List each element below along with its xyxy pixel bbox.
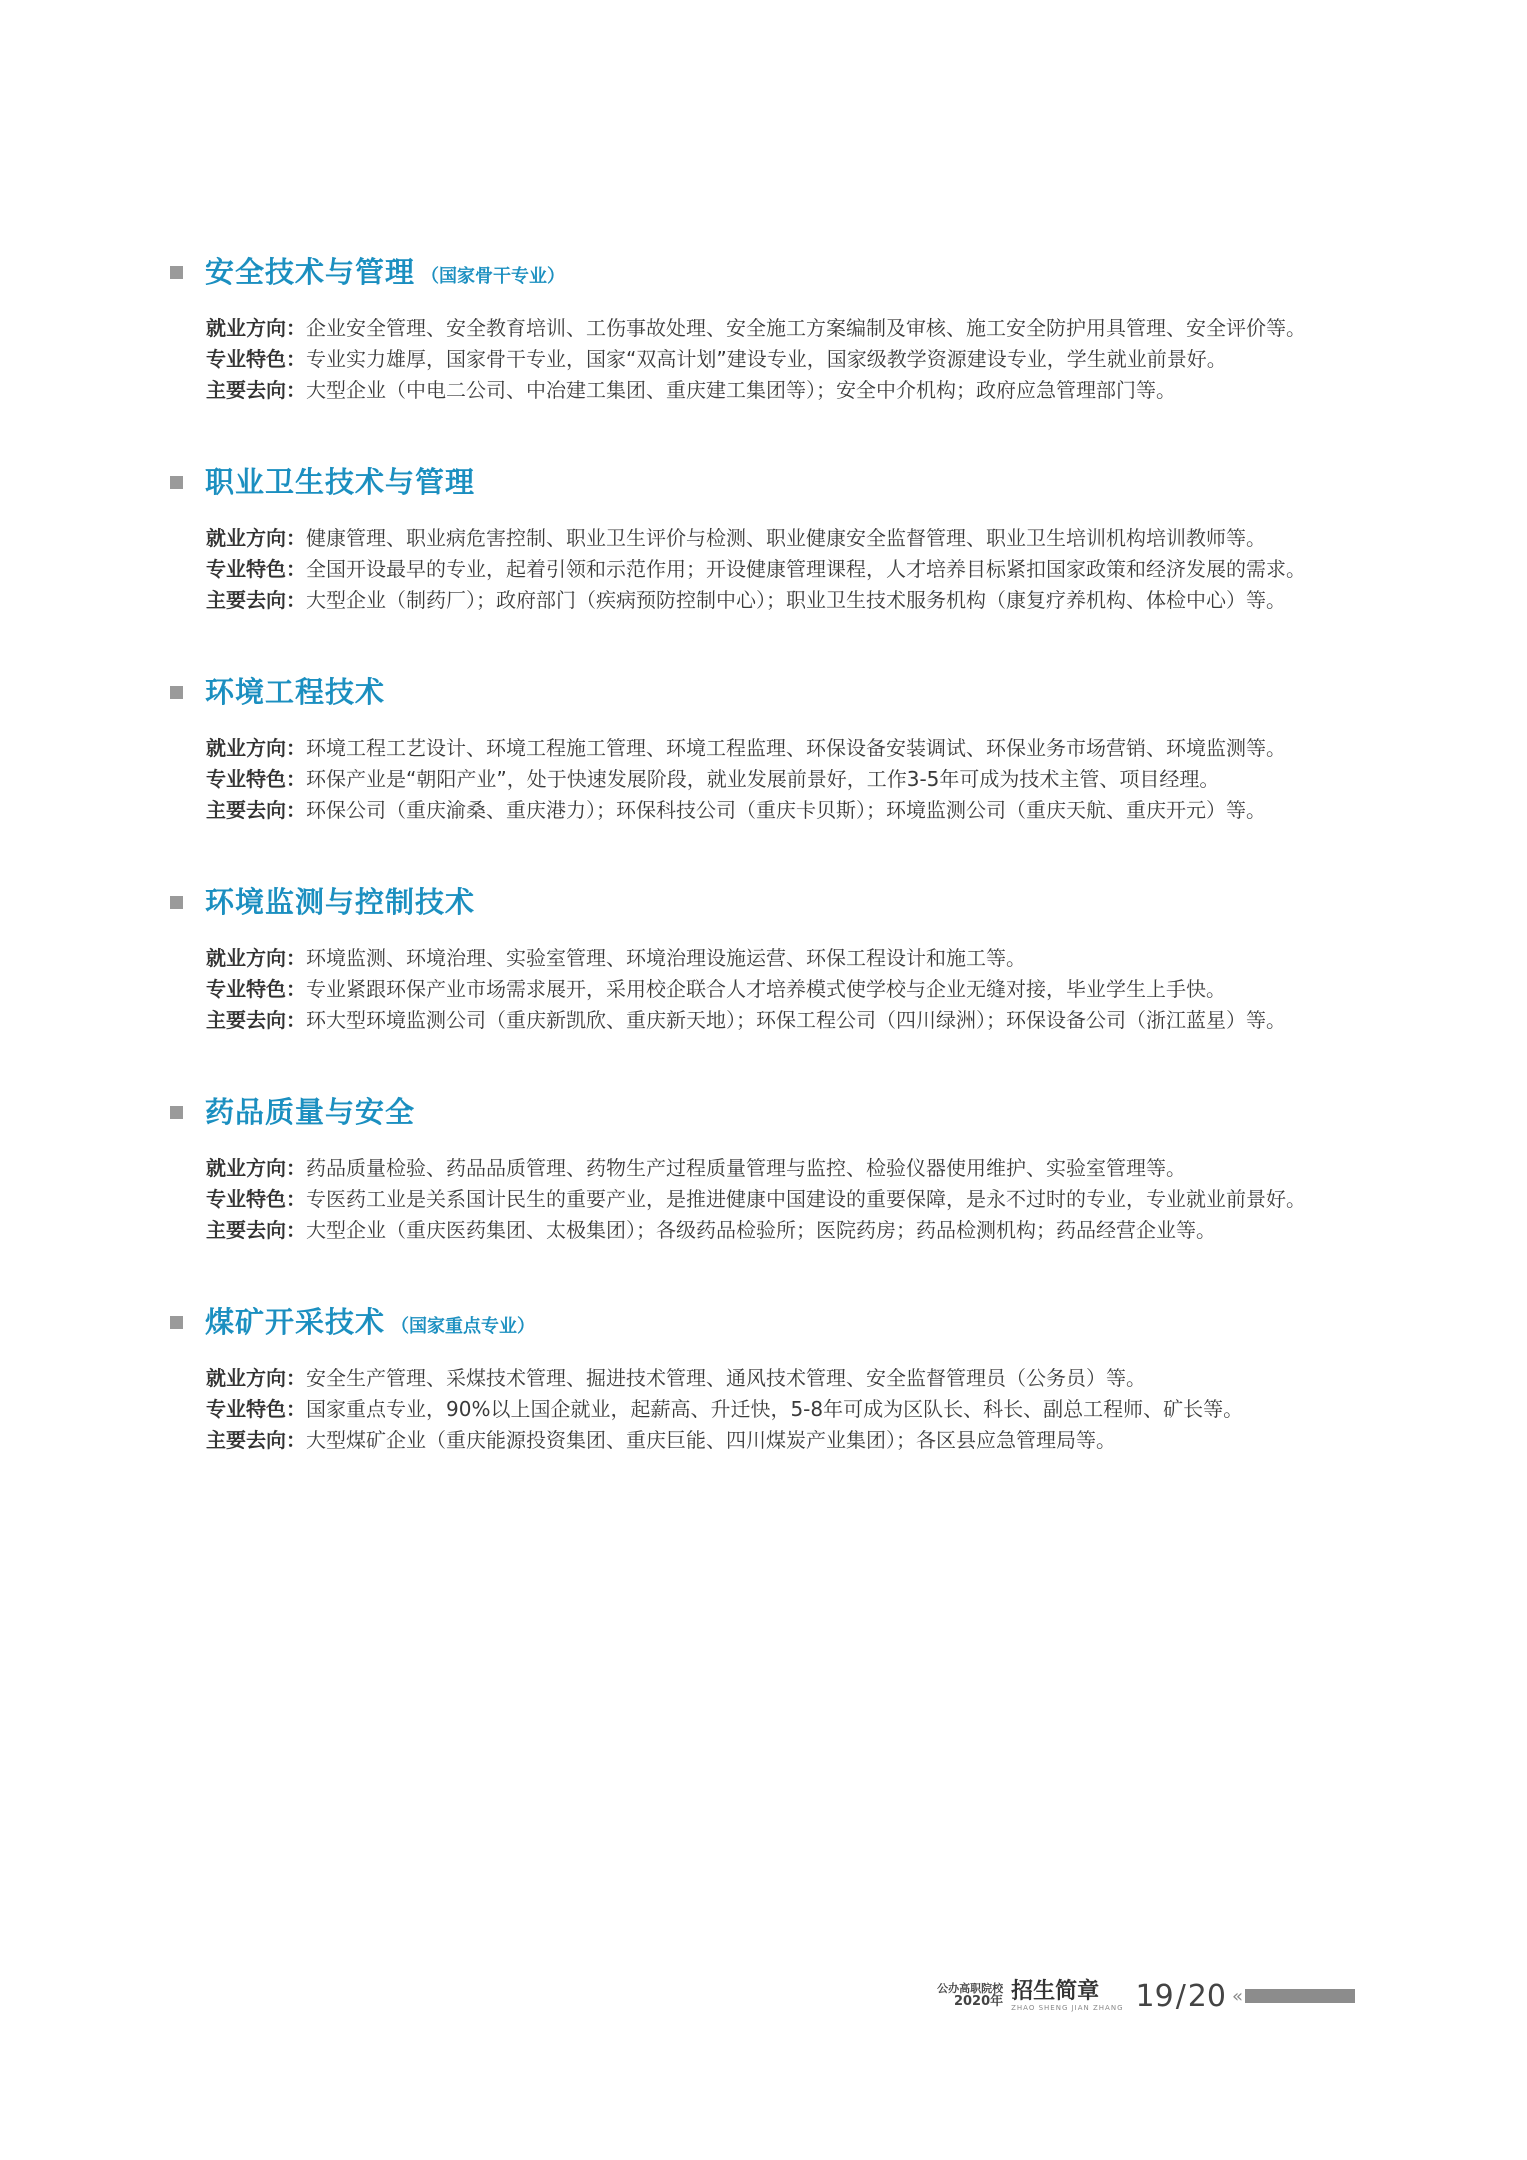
section-heading bbox=[170, 1090, 1356, 1131]
detail-row bbox=[160, 375, 1356, 406]
row-label: 专业特色： bbox=[206, 767, 306, 791]
row-label: 专业特色： bbox=[206, 1187, 306, 1211]
row-label: 就业方向： bbox=[206, 1156, 306, 1180]
page-number-separator: / bbox=[1175, 1978, 1186, 2014]
detail-row bbox=[160, 795, 1356, 826]
program-section bbox=[160, 880, 1356, 1036]
row-label: 主要去向： bbox=[206, 588, 306, 612]
row-text: 大型企业（中电二公司、中冶建工集团、重庆建工集团等）；安全中介机构；政府应急管理部门等。 bbox=[306, 378, 1176, 402]
row-text: 企业安全管理、安全教育培训、工伤事故处理、安全施工方案编制及审核、施工安全防护用具管理、安全评价等。 bbox=[306, 316, 1306, 340]
row-label: 就业方向： bbox=[206, 736, 306, 760]
brand-year: 2020年 bbox=[953, 1994, 1004, 2009]
program-section bbox=[160, 670, 1356, 826]
detail-row bbox=[160, 1363, 1356, 1394]
row-text: 大型企业（制药厂）；政府部门（疾病预防控制中心）；职业卫生技术服务机构（康复疗养机构、体检中心）等。 bbox=[306, 588, 1286, 612]
section-title: 安全技术与管理 bbox=[205, 255, 416, 289]
section-heading bbox=[170, 880, 1356, 921]
detail-row bbox=[160, 585, 1356, 616]
program-section bbox=[160, 1300, 1356, 1456]
detail-row bbox=[160, 974, 1356, 1005]
brand-title: 招生简章 bbox=[1011, 1978, 1100, 2004]
row-label: 专业特色： bbox=[206, 347, 306, 371]
detail-row bbox=[160, 1005, 1356, 1036]
program-section bbox=[160, 460, 1356, 616]
row-text: 专医药工业是关系国计民生的重要产业，是推进健康中国建设的重要保障，是永不过时的专业，专业就业前景好。 bbox=[306, 1187, 1306, 1211]
detail-row bbox=[160, 733, 1356, 764]
detail-row bbox=[160, 313, 1356, 344]
program-list bbox=[160, 250, 1356, 1510]
row-text: 专业紧跟环保产业市场需求展开，采用校企联合人才培养模式使学校与企业无缝对接，毕业学生上手快。 bbox=[306, 977, 1226, 1001]
section-heading bbox=[170, 670, 1356, 711]
section-title: 药品质量与安全 bbox=[205, 1095, 416, 1129]
section-title: 环境监测与控制技术 bbox=[205, 885, 476, 919]
row-text: 环大型环境监测公司（重庆新凯欣、重庆新天地）；环保工程公司（四川绿洲）；环保设备公司（浙江蓝星）等。 bbox=[306, 1008, 1286, 1032]
section-tag: （国家重点专业） bbox=[391, 1316, 536, 1337]
footer-bar bbox=[1245, 1989, 1355, 2003]
detail-row bbox=[160, 1153, 1356, 1184]
square-bullet-icon bbox=[170, 476, 183, 489]
row-text: 大型企业（重庆医药集团、太极集团）；各级药品检验所；医院药房；药品检测机构；药品经营企业等。 bbox=[306, 1218, 1216, 1242]
brand-block bbox=[937, 1983, 1003, 2009]
row-text: 环保公司（重庆渝桑、重庆港力）；环保科技公司（重庆卡贝斯）；环境监测公司（重庆天航、重庆开元）等。 bbox=[306, 798, 1266, 822]
program-section bbox=[160, 1090, 1356, 1246]
program-section bbox=[160, 250, 1356, 406]
detail-row bbox=[160, 943, 1356, 974]
brand-title-block bbox=[1011, 1980, 1123, 2013]
detail-row bbox=[160, 1425, 1356, 1456]
square-bullet-icon bbox=[170, 686, 183, 699]
row-text: 健康管理、职业病危害控制、职业卫生评价与检测、职业健康安全监督管理、职业卫生培训机构培训教师等。 bbox=[306, 526, 1266, 550]
square-bullet-icon bbox=[170, 266, 183, 279]
row-label: 专业特色： bbox=[206, 1397, 306, 1421]
row-text: 国家重点专业，90%以上国企就业，起薪高、升迁快，5-8年可成为区队长、科长、副总工程师、矿长等。 bbox=[306, 1397, 1244, 1421]
row-label: 就业方向： bbox=[206, 526, 306, 550]
detail-row bbox=[160, 523, 1356, 554]
detail-row bbox=[160, 554, 1356, 585]
detail-row bbox=[160, 1215, 1356, 1246]
square-bullet-icon bbox=[170, 1106, 183, 1119]
row-label: 主要去向： bbox=[206, 798, 306, 822]
row-label: 就业方向： bbox=[206, 1366, 306, 1390]
section-title: 环境工程技术 bbox=[205, 675, 386, 709]
square-bullet-icon bbox=[170, 896, 183, 909]
square-bullet-icon bbox=[170, 1316, 183, 1329]
row-label: 主要去向： bbox=[206, 378, 306, 402]
row-text: 安全生产管理、采煤技术管理、掘进技术管理、通风技术管理、安全监督管理员（公务员）等。 bbox=[306, 1366, 1146, 1390]
row-text: 药品质量检验、药品品质管理、药物生产过程质量管理与监控、检验仪器使用维护、实验室管理等。 bbox=[306, 1156, 1186, 1180]
section-tag: （国家骨干专业） bbox=[421, 266, 566, 287]
detail-row bbox=[160, 1184, 1356, 1215]
detail-row bbox=[160, 344, 1356, 375]
detail-row bbox=[160, 764, 1356, 795]
page-number-next: 20 bbox=[1187, 1978, 1226, 2014]
detail-row bbox=[160, 1394, 1356, 1425]
section-title: 职业卫生技术与管理 bbox=[205, 465, 476, 499]
row-text: 全国开设最早的专业，起着引领和示范作用；开设健康管理课程，人才培养目标紧扣国家政策和经济发展的需求。 bbox=[306, 557, 1306, 581]
row-label: 主要去向： bbox=[206, 1218, 306, 1242]
row-label: 就业方向： bbox=[206, 946, 306, 970]
double-chevron-left-icon: « bbox=[1231, 1985, 1243, 2007]
row-text: 环境监测、环境治理、实验室管理、环境治理设施运营、环保工程设计和施工等。 bbox=[306, 946, 1026, 970]
row-text: 大型煤矿企业（重庆能源投资集团、重庆巨能、四川煤炭产业集团）；各区县应急管理局等。 bbox=[306, 1428, 1116, 1452]
page-number-current: 19 bbox=[1135, 1978, 1174, 2014]
row-label: 就业方向： bbox=[206, 316, 306, 340]
row-text: 环境工程工艺设计、环境工程施工管理、环境工程监理、环保设备安装调试、环保业务市场营销、环境监测等。 bbox=[306, 736, 1286, 760]
section-heading bbox=[170, 250, 1356, 291]
brand-school-type: 公办高职院校 bbox=[937, 1982, 1004, 1995]
section-title: 煤矿开采技术 bbox=[205, 1305, 386, 1339]
section-heading bbox=[170, 460, 1356, 501]
row-label: 专业特色： bbox=[206, 977, 306, 1001]
row-label: 主要去向： bbox=[206, 1008, 306, 1032]
row-text: 环保产业是“朝阳产业”，处于快速发展阶段，就业发展前景好，工作3-5年可成为技术主管、项目经理。 bbox=[306, 767, 1220, 791]
page-footer bbox=[937, 1976, 1355, 2016]
row-label: 主要去向： bbox=[206, 1428, 306, 1452]
brand-pinyin: ZHAO SHENG JIAN ZHANG bbox=[1011, 2003, 1124, 2012]
row-text: 专业实力雄厚，国家骨干专业，国家“双高计划”建设专业，国家级教学资源建设专业，学生就业前景好。 bbox=[306, 347, 1227, 371]
row-label: 专业特色： bbox=[206, 557, 306, 581]
section-heading bbox=[170, 1300, 1356, 1341]
